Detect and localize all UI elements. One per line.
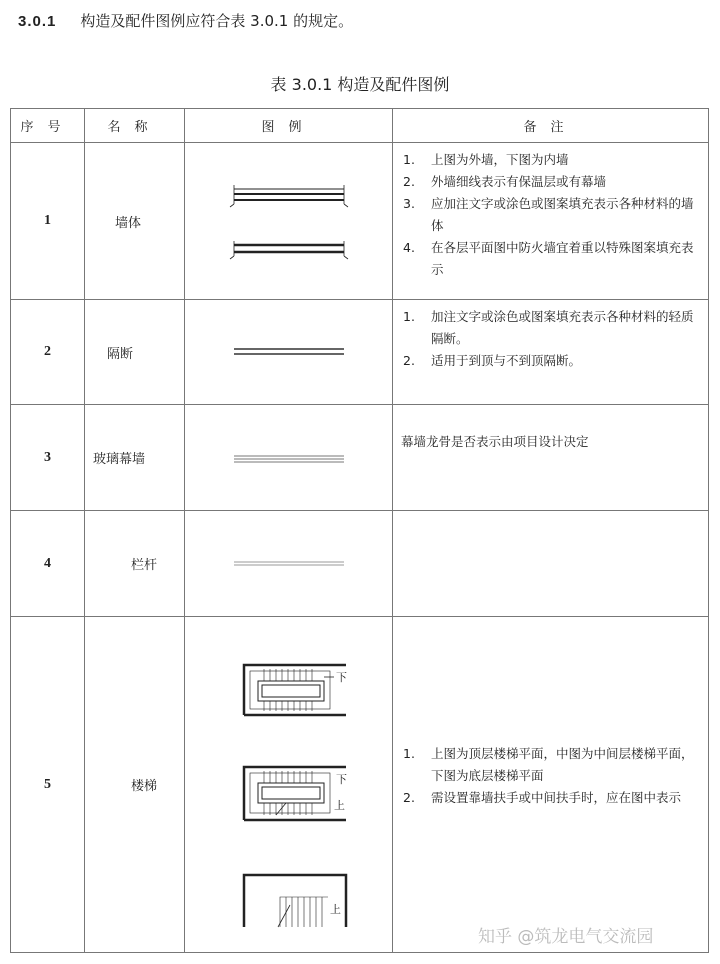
row-notes: 幕墙龙骨是否表示由项目设计决定	[393, 405, 709, 511]
row-name: 墙体	[85, 143, 185, 300]
clause-text: 构造及配件图例应符合表 3.0.1 的规定。	[80, 12, 354, 30]
note-item: 2. 适用于到顶与不到顶隔断。	[403, 353, 582, 368]
clause-heading	[18, 10, 353, 31]
row-notes	[393, 511, 709, 617]
table-row	[11, 405, 709, 511]
row-name: 隔断	[85, 300, 185, 405]
row-number: 2	[11, 300, 85, 405]
row-number: 1	[11, 143, 85, 300]
legend-table	[10, 108, 709, 953]
table-row	[11, 143, 709, 300]
header-no: 序号	[11, 109, 85, 143]
note-item: 1. 加注文字或涂色或图案填充表示各种材料的轻质隔断。	[403, 309, 694, 346]
note-item: 4. 在各层平面图中防火墙宜着重以特殊图案填充表示	[403, 240, 694, 277]
note-item: 2. 外墙细线表示有保温层或有幕墙	[403, 174, 607, 189]
partition-icon	[185, 300, 393, 405]
header-name: 名称	[85, 109, 185, 143]
row-name: 楼梯	[85, 617, 185, 953]
row-name: 栏杆	[85, 511, 185, 617]
row-number: 4	[11, 511, 85, 617]
row-notes	[393, 300, 709, 405]
table-caption: 表 3.0.1 构造及配件图例	[270, 75, 450, 94]
stair-up-label: 上	[333, 798, 345, 812]
row-notes	[393, 617, 709, 953]
note-item: 1. 上图为顶层楼梯平面，中图为中间层楼梯平面，下图为底层楼梯平面	[403, 745, 694, 783]
stair-down-label: 下	[335, 772, 347, 786]
row-notes	[393, 143, 709, 300]
header-symbol: 图例	[185, 109, 393, 143]
header-row	[11, 109, 709, 143]
table-row	[11, 511, 709, 617]
stair-down-label: 下	[335, 670, 347, 684]
header-notes: 备注	[393, 109, 709, 143]
row-number: 5	[11, 617, 85, 953]
row-number: 3	[11, 405, 85, 511]
wall-icon	[185, 143, 393, 300]
note-item: 1. 上图为外墙，下图为内墙	[403, 152, 569, 167]
watermark: 知乎 @筑龙电气交流园	[478, 927, 654, 947]
stair-up-label: 上	[329, 902, 341, 916]
table-row	[11, 300, 709, 405]
note-item: 3. 应加注文字或涂色或图案填充表示各种材料的墙体	[403, 196, 694, 233]
curtain-wall-icon	[185, 405, 393, 511]
stair-icon	[185, 617, 393, 953]
note-item: 2. 需设置靠墙扶手或中间扶手时，应在图中表示	[403, 789, 682, 805]
table-row	[11, 617, 709, 953]
railing-icon	[185, 511, 393, 617]
clause-number: 3.0.1	[18, 13, 57, 30]
row-name: 玻璃幕墙	[85, 405, 185, 511]
